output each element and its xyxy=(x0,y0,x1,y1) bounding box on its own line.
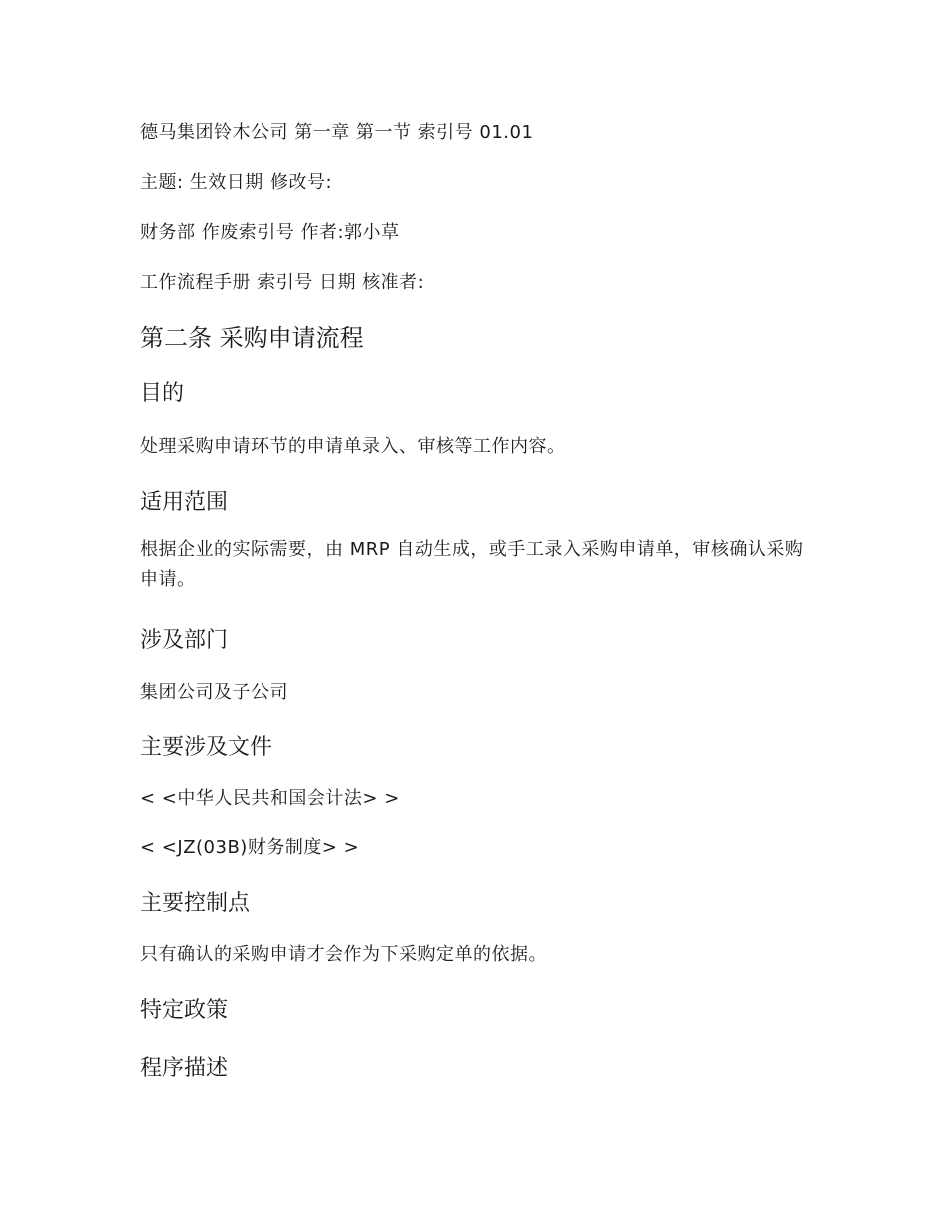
procedure-heading: 程序描述 xyxy=(140,1056,229,1081)
file-item-1: < <中华人民共和国会计法> > xyxy=(140,788,400,809)
departments-heading: 涉及部门 xyxy=(140,628,229,653)
purpose-heading: 目的 xyxy=(140,381,185,406)
header-line-2: 主题: 生效日期 修改号: xyxy=(140,172,333,193)
purpose-text: 处理采购申请环节的申请单录入、审核等工作内容。 xyxy=(140,436,566,457)
control-heading: 主要控制点 xyxy=(140,891,251,916)
policy-heading: 特定政策 xyxy=(140,998,229,1023)
scope-text: 根据企业的实际需要，由 MRP 自动生成，或手工录入采购申请单，审核确认采购申请。 xyxy=(140,539,804,590)
article-title: 第二条 采购申请流程 xyxy=(140,324,364,352)
files-heading: 主要涉及文件 xyxy=(140,735,273,760)
file-item-2: < <JZ(03B)财务制度> > xyxy=(140,837,360,858)
header-line-4: 工作流程手册 索引号 日期 核准者: xyxy=(140,272,425,293)
header-line-1: 德马集团铃木公司 第一章 第一节 索引号 01.01 xyxy=(140,122,534,143)
scope-heading: 适用范围 xyxy=(140,490,229,515)
departments-text: 集团公司及子公司 xyxy=(140,682,288,703)
control-text: 只有确认的采购申请才会作为下采购定单的依据。 xyxy=(140,944,547,965)
header-line-3: 财务部 作废索引号 作者:郭小草 xyxy=(140,222,400,243)
